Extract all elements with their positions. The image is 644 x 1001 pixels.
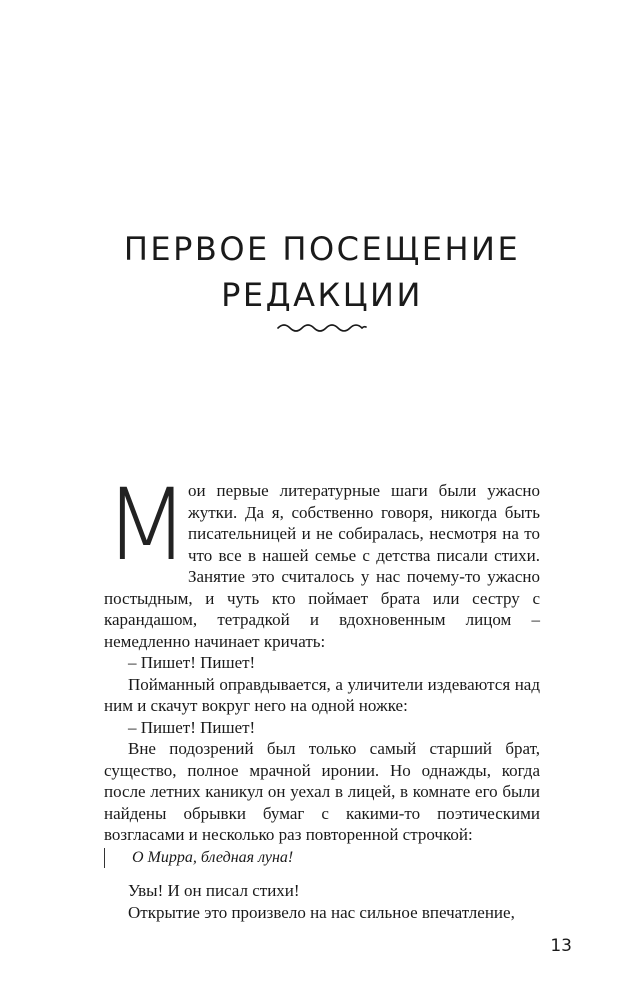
chapter-title-line-1: ПЕРВОЕ ПОСЕЩЕНИЕ xyxy=(123,230,521,268)
paragraph-2: Пойманный оправдывается, а уличители издеваются над ним и скачут вокруг него на одной ножке: xyxy=(104,674,540,715)
paragraph-1 xyxy=(104,468,540,652)
page-number: 13 xyxy=(550,936,572,956)
drop-cap: М xyxy=(104,468,190,583)
paragraph-1-text: ои первые литературные шаги были ужасно жутки. Да я, собственно говоря, никогда быть писательницей и не собиралась, несмотря на то что все в нашей семье с детства писали стихи. Занятие это считалось у нас почему-то ужасно постыдным, и чуть кто поймает брата или сестру с карандашом, тетрадкой и вдохновенным лицом – немедленно начинает кричать: xyxy=(104,481,540,651)
dialogue-line-2: – Пишет! Пишет! xyxy=(128,717,256,737)
chapter-title xyxy=(0,226,644,318)
chapter-body-continued xyxy=(104,880,540,923)
quote-bar xyxy=(104,848,105,868)
quote-text: О Мирра, бледная луна! xyxy=(132,849,294,866)
chapter-title-line-2: РЕДАКЦИИ xyxy=(221,276,423,314)
paragraph-5: Открытие это произвело на нас сильное впечатление, xyxy=(128,902,515,922)
dialogue-line-1: – Пишет! Пишет! xyxy=(128,653,256,672)
wave-ornament xyxy=(276,320,368,334)
verse-quote xyxy=(104,846,540,870)
chapter-body xyxy=(104,468,540,846)
paragraph-4: Увы! И он писал стихи! xyxy=(128,881,300,900)
paragraph-3: Вне подозрений был только самый старший брат, существо, полное мрачной иронии. Но однажды, когда после летних каникул он уехал в лицей, в комнате его были найдены обрывки бумаг с какими-то поэтическими возгласами и несколько раз повторенной строчкой: xyxy=(104,739,540,844)
